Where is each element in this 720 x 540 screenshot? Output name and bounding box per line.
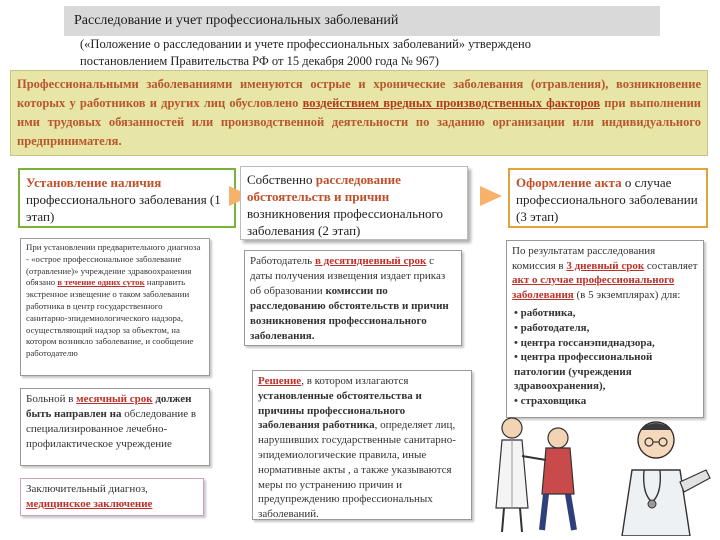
list-item: • работника, [512, 306, 698, 321]
examination-box: Больной в месячный срок должен быть направлен на обследование в специализированное лечебно-профилактическое учреждение [20, 388, 210, 466]
doctor-with-stethoscope-illustration [614, 412, 714, 536]
list-item: • центра госсанэпиднадзора, [512, 336, 698, 351]
list-item: • страховщика [512, 394, 698, 409]
stage-2-box: Собственно расследование обстоятельств и причин возникновения профессионального заболевания (2 этап) [240, 166, 468, 240]
recipients-list [512, 306, 698, 408]
doctor-and-patient-illustration [488, 412, 598, 536]
stage-1-box: Установление наличия профессионального заболевания (1 этап) [18, 168, 236, 228]
list-item: • работодателя, [512, 321, 698, 336]
definition-box [10, 70, 708, 156]
arrow-right-icon [480, 186, 502, 206]
list-item: • центра профессиональной патологии (учреждения здравоохранения), [512, 350, 698, 394]
commission-box: Работодатель в десятидневный срок с даты получения извещения издает приказ об образовании комиссии по расследованию обстоятельств и причин возникновения профессионального заболевания. [244, 250, 462, 346]
stage-3-box: Оформление акта о случае профессионального заболевании (3 этап) [508, 168, 708, 228]
page-title: Расследование и учет профессиональных заболеваний [74, 13, 399, 28]
page-subtitle: («Положение о расследовании и учете профессиональных заболеваний» утверждено постановлением Правительства РФ от 15 декабря 2000 года № 967) [80, 37, 531, 68]
preliminary-diagnosis-box: При установлении предварительного диагноза - «острое профессиональное заболевание (отравление)» учреждение здравоохранения обязано в течение одних суток направить экстренное извещение о таком заболевании работника в центр государственного санитарно-эпидемиологического надзора, осуществляющий надзор за объектом, на котором возникло заболевание, и сообщение работодателю [20, 238, 210, 376]
definition-text: Профессиональными заболеваниями именуются острые и хронические заболевания (отравления), возникновение которых у работников и других лиц обусловлено воздействием вредных производственных факторов при выполнении ими трудовых обязанностей или производственной деятельности по заданию организации или индивидуального предпринимателя. [17, 77, 701, 148]
act-box: По результатам расследования комиссия в 3 дневный срок составляет акт о случае профессионального заболевания (в 5 экземплярах) для: • работника, • работодателя, • центра госсанэпиднадзора, • центра профессиональной патологии (учреждения здравоохранения), • страховщика [506, 240, 704, 418]
final-diagnosis-box: Заключительный диагноз, медицинское заключение [20, 478, 204, 516]
decision-box: Решение, в котором излагаются установленные обстоятельства и причины профессионального заболевания работника, определяет лиц, нарушивших государственные санитарно-эпидемиологические правила, иные нормативные акты , а также указываются меры по устранению причин и предупреждению профессиональных заболеваний. [252, 370, 472, 520]
